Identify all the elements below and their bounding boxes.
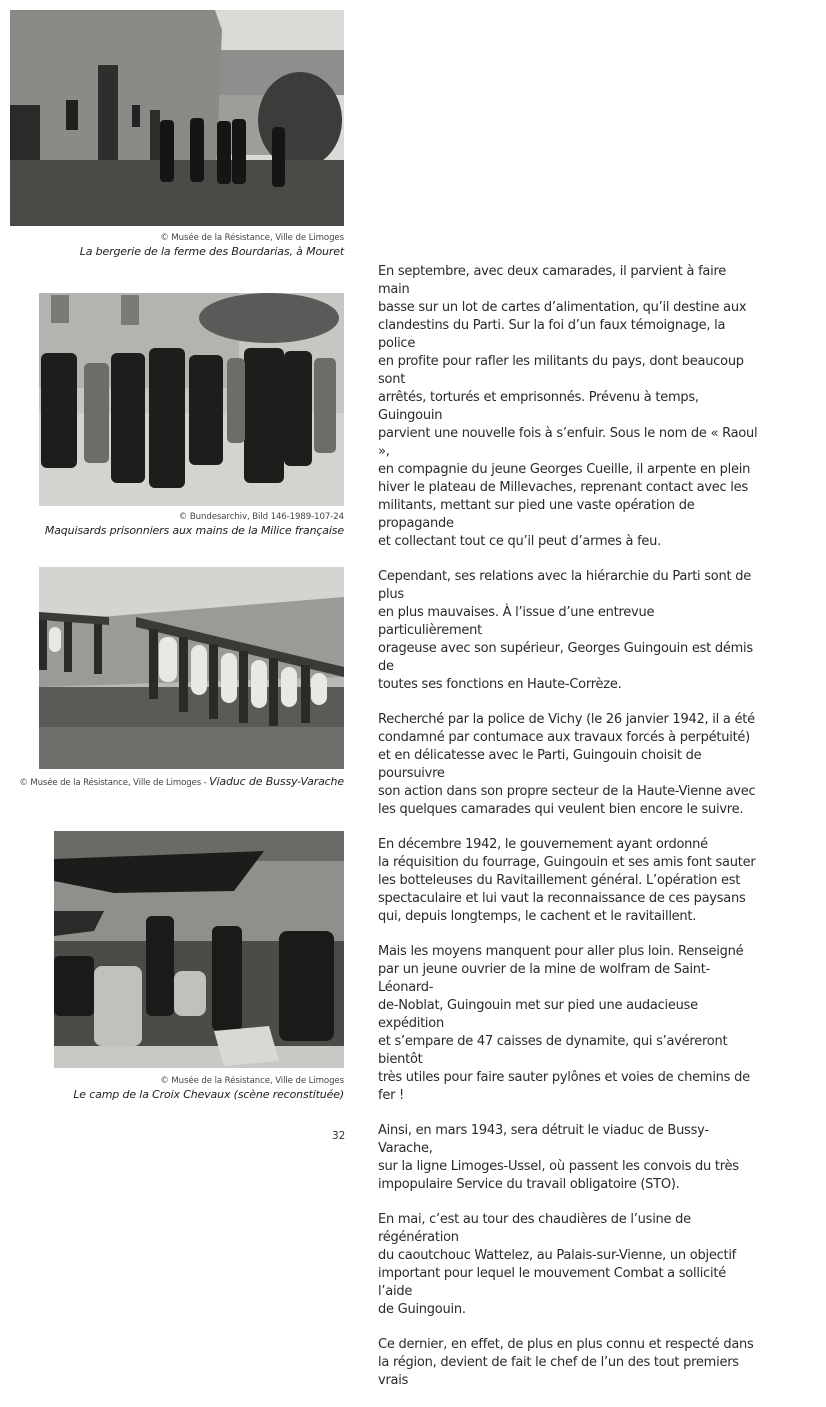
- photo-credit: © Musée de la Résistance, Ville de Limoges: [19, 778, 202, 788]
- photo-caption: La bergerie de la ferme des Bourdarias, à Mouret: [79, 245, 344, 258]
- photo-caption: Le camp de la Croix Chevaux (scène reconstituée): [73, 1088, 344, 1101]
- body-paragraph: Recherché par la police de Vichy (le 26 janvier 1942, il a été condamné par contumace aux travaux forcés à perpétuité) et en délicatesse avec le Parti, Guingouin choisit de poursuivre son action dans son propre secteur de la Haute-Vienne avec les quelques camarades qui veulent bien encore le suivre.: [378, 712, 756, 817]
- body-text-column: [378, 263, 758, 1407]
- photo-camp-image: [54, 831, 344, 1068]
- photo-camp-croix-chevaux: [54, 831, 344, 1068]
- body-paragraph: En décembre 1942, le gouvernement ayant ordonné la réquisition du fourrage, Guingouin et ses amis font sauter les botteleuses du Ravitaillement général. L’opération est spectaculaire et lui vaut la reconnaissance de ces paysans qui, depuis longtemps, le cachent et le ravitaillent.: [378, 837, 756, 924]
- photo-credit: © Musée de la Résistance, Ville de Limoges: [160, 1076, 344, 1086]
- body-paragraph: En septembre, avec deux camarades, il parvient à faire main basse sur un lot de cartes d’alimentation, qu’il destine aux clandestins du Parti. Sur la foi d’un faux témoignage, la police en profite pour rafler les militants du pays, dont beaucoup sont arrêtés, torturés et emprisonnés. Prévenu à temps, Guingouin parvient une nouvelle fois à s’enfuir. Sous le nom de « Raoul », en compagnie du jeune Georges Cueille, il arpente en plein hiver le plateau de Millevaches, reprenant contact avec les militants, mettant sur pied une vaste opération de propagande et collectant tout ce qu’il peut d’armes à feu.: [378, 264, 758, 549]
- body-paragraph: Ainsi, en mars 1943, sera détruit le viaduc de Bussy-Varache, sur la ligne Limoges-Ussel, où passent les convois du très impopulaire Service du travail obligatoire (STO).: [378, 1123, 739, 1192]
- photo-viaduc-bussy-varache: [39, 567, 344, 769]
- page-number: 32: [332, 1130, 346, 1142]
- photo-credit: © Musée de la Résistance, Ville de Limoges: [160, 233, 344, 243]
- photo-viaduc-image: [39, 567, 344, 769]
- photo-bergerie-image: [10, 10, 344, 226]
- photo-maquisards-prisonniers: [39, 293, 344, 506]
- photo-caption: Maquisards prisonniers aux mains de la Milice française: [44, 524, 344, 537]
- body-paragraph: En mai, c’est au tour des chaudières de l’usine de régénération du caoutchouc Wattelez, au Palais-sur-Vienne, un objectif important pour lequel le mouvement Combat a sollicité l’aide de Guingouin.: [378, 1212, 737, 1317]
- photo-caption-line: [19, 775, 344, 788]
- body-paragraph: Ce dernier, en effet, de plus en plus connu et respecté dans la région, devient de fait le chef de l’un des tout premiers vrais: [378, 1337, 754, 1388]
- photo-caption: Viaduc de Bussy-Varache: [209, 775, 344, 788]
- photo-maquisards-image: [39, 293, 344, 506]
- photo-bergerie-bourdarias: [10, 10, 344, 226]
- photo-credit: © Bundesarchiv, Bild 146-1989-107-24: [178, 512, 344, 522]
- body-paragraph: Cependant, ses relations avec la hiérarchie du Parti sont de plus en plus mauvaises. À l’issue d’une entrevue particulièrement orageuse avec son supérieur, Georges Guingouin est démis de toutes ses fonctions en Haute-Corrèze.: [378, 569, 753, 692]
- body-paragraph: Mais les moyens manquent pour aller plus loin. Renseigné par un jeune ouvrier de la mine de wolfram de Saint-Léonard- de-Noblat, Guingouin met sur pied une audacieuse expédition et s’empare de 47 caisses de dynamite, qui s’avéreront bientôt très utiles pour faire sauter pylônes et voies de chemins de fer !: [378, 944, 750, 1103]
- caption-separator: -: [201, 778, 210, 788]
